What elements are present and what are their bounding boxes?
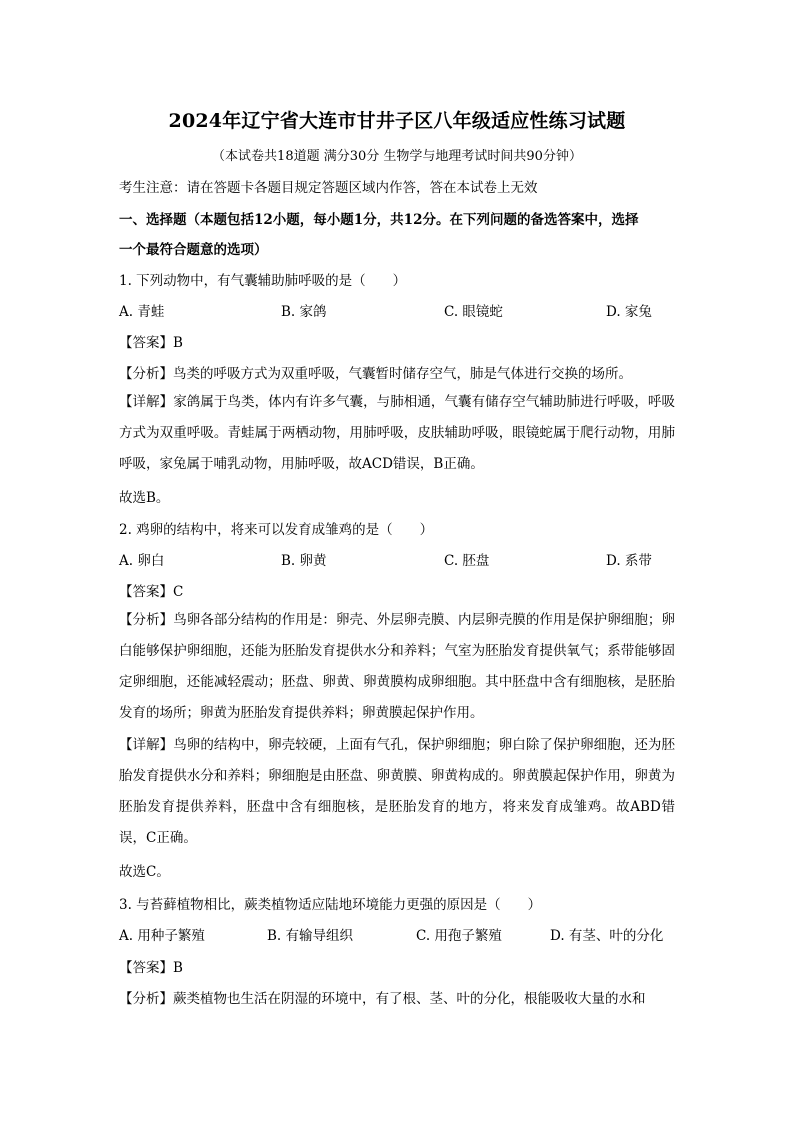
option-a: A. 青蛙: [119, 304, 165, 320]
question-1-options: [119, 300, 679, 320]
question-1-answer: [119, 331, 679, 351]
question-3-stem: 3. 与苔藓植物相比，蕨类植物适应陆地环境能力更强的原因是（ ）: [119, 897, 542, 913]
option-c: C. 用孢子繁殖: [416, 928, 502, 944]
analysis-text: 鸟类的呼吸方式为双重呼吸，气囊暂时储存空气，肺是气体进行交换的场所。: [173, 366, 632, 382]
question-3-analysis: [119, 987, 679, 1007]
question-1-conclusion: 故选B。: [119, 490, 170, 506]
notice-text: 考生注意：请在答题卡各题目规定答题区域内作答，答在本试卷上无效: [119, 180, 538, 196]
question-1-detail: [119, 387, 675, 480]
detail-text: 鸟卵的结构中，卵壳较硬，上面有气孔，保护卵细胞；卵白除了保护卵细胞，还为胚胎发育提供水分和养料；卵细胞是由胚盘、卵黄膜、卵黄构成的。卵黄膜起保护作用，卵黄为胚胎发育提供养料，胚盘中含有细胞核，是胚胎发育的地方，将来发育成雏鸡。故ABD错误，C正确。: [119, 737, 675, 846]
option-d: D. 有茎、叶的分化: [550, 928, 664, 944]
detail-text: 家鸽属于鸟类，体内有许多气囊，与肺相通，气囊有储存空气辅助肺进行呼吸，呼吸方式为双重呼吸。青蛙属于两栖动物，用肺呼吸，皮肤辅助呼吸，眼镜蛇属于爬行动物，用肺呼吸，家兔属于哺乳动物，用肺呼吸，故ACD错误，B正确。: [119, 394, 675, 472]
answer-value: C: [173, 584, 184, 600]
analysis-tag: 【分析】: [119, 612, 174, 628]
answer-value: B: [173, 335, 183, 351]
analysis-tag: 【分析】: [119, 991, 173, 1007]
option-d: D. 家兔: [606, 304, 652, 320]
question-1-stem: 1. 下列动物中，有气囊辅助肺呼吸的是（ ）: [119, 273, 407, 289]
option-a: A. 用种子繁殖: [119, 928, 205, 944]
option-b: B. 有输导组织: [267, 928, 354, 944]
analysis-text: 蕨类植物也生活在阴湿的环境中，有了根、茎、叶的分化，根能吸收大量的水和: [173, 991, 646, 1007]
option-c: C. 胚盘: [444, 553, 490, 569]
option-b: B. 家鸽: [281, 304, 327, 320]
question-1-analysis: [119, 362, 679, 382]
question-3-answer: [119, 956, 679, 976]
question-2-conclusion: 故选C。: [119, 864, 170, 880]
question-2-options: [119, 549, 679, 569]
answer-tag: 【答案】: [119, 960, 173, 976]
answer-tag: 【答案】: [119, 335, 173, 351]
question-2-detail: [119, 730, 675, 854]
option-a: A. 卵白: [119, 553, 165, 569]
detail-tag: 【详解】: [119, 394, 174, 410]
analysis-text: 鸟卵各部分结构的作用是：卵壳、外层卵壳膜、内层卵壳膜的作用是保护卵细胞；卵白能够保护卵细胞，还能为胚胎发育提供水分和养料；气室为胚胎发育提供氧气；系带能够固定卵细胞，还能减轻震动；胚盘、卵黄、卵黄膜构成卵细胞。其中胚盘中含有细胞核，是胚胎发育的场所；卵黄为胚胎发育提供养料；卵黄膜起保护作用。: [119, 612, 675, 721]
option-d: D. 系带: [606, 553, 652, 569]
answer-tag: 【答案】: [119, 584, 173, 600]
option-b: B. 卵黄: [281, 553, 327, 569]
section-heading-line1: 一、选择题（本题包括12小题，每小题1分，共12分。在下列问题的备选答案中，选择: [119, 212, 639, 228]
page-title: 2024年辽宁省大连市甘井子区八年级适应性练习试题: [168, 110, 626, 132]
question-2-stem: 2. 鸡卵的结构中，将来可以发育成雏鸡的是（ ）: [119, 522, 434, 538]
question-3-options: [119, 924, 679, 944]
question-2-analysis: [119, 605, 675, 729]
answer-value: B: [173, 960, 183, 976]
section-heading-line2: 一个最符合题意的选项）: [119, 242, 268, 258]
exam-info: （本试卷共18道题 满分30分 生物学与地理考试时间共90分钟）: [212, 149, 582, 164]
option-c: C. 眼镜蛇: [444, 304, 503, 320]
question-2-answer: [119, 580, 679, 600]
analysis-tag: 【分析】: [119, 366, 173, 382]
detail-tag: 【详解】: [119, 737, 174, 753]
